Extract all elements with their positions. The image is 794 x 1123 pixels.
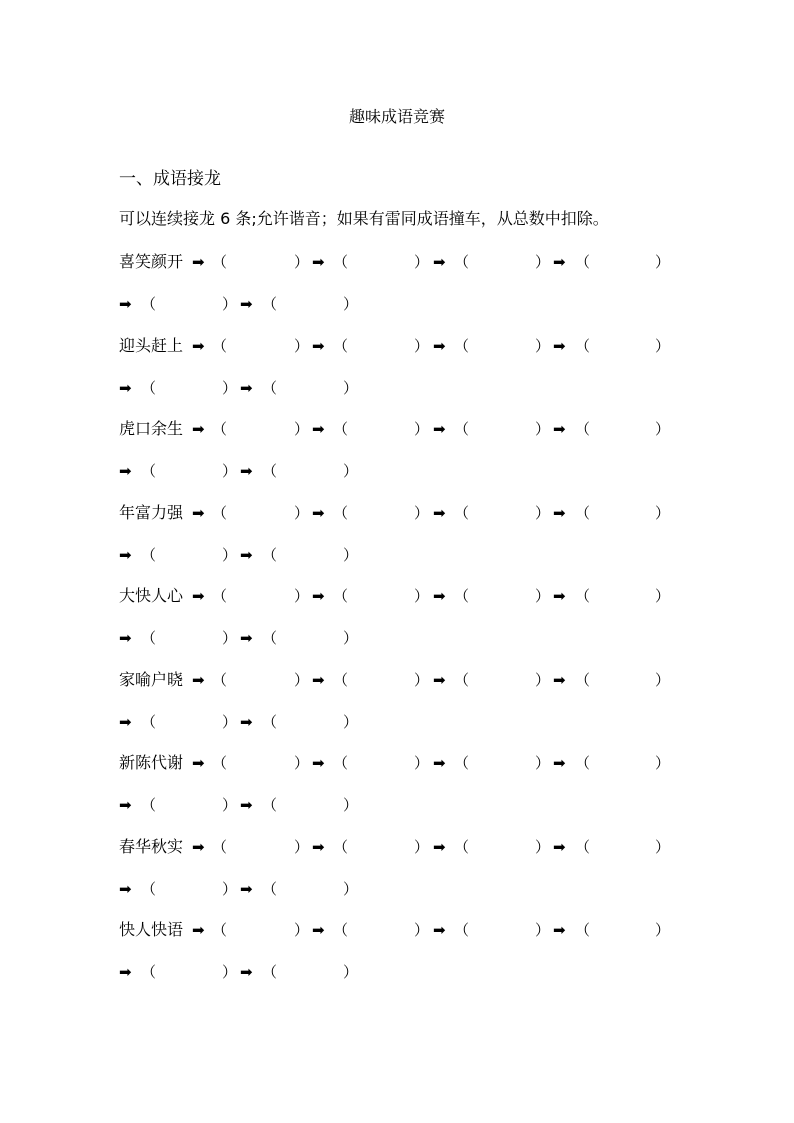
blank-open-paren: （	[262, 462, 278, 480]
idiom-chain-row	[0, 335, 794, 357]
blank-close-paren: ）	[294, 838, 310, 856]
arrow-right-icon: ➡	[553, 587, 566, 605]
blank-open-paren: （	[333, 754, 349, 772]
blank-open-paren: （	[454, 587, 470, 605]
arrow-right-icon: ➡	[312, 921, 325, 939]
blank-open-paren: （	[333, 671, 349, 689]
blank-close-paren: ）	[294, 671, 310, 689]
arrow-right-icon: ➡	[119, 796, 132, 814]
arrow-right-icon: ➡	[553, 337, 566, 355]
arrow-right-icon: ➡	[192, 754, 205, 772]
blank-close-paren: ）	[343, 295, 359, 313]
arrow-right-icon: ➡	[192, 838, 205, 856]
blank-open-paren: （	[141, 546, 157, 564]
idiom-chain-row	[0, 460, 794, 482]
idiom-chain	[0, 418, 794, 502]
idiom-chain	[0, 919, 794, 1003]
blank-close-paren: ）	[343, 880, 359, 898]
blank-close-paren: ）	[343, 963, 359, 981]
arrow-right-icon: ➡	[553, 420, 566, 438]
blank-close-paren: ）	[414, 420, 430, 438]
blank-open-paren: （	[141, 963, 157, 981]
arrow-right-icon: ➡	[553, 838, 566, 856]
blank-close-paren: ）	[655, 587, 671, 605]
blank-open-paren: （	[454, 504, 470, 522]
blank-close-paren: ）	[414, 838, 430, 856]
arrow-right-icon: ➡	[119, 880, 132, 898]
blank-close-paren: ）	[414, 754, 430, 772]
blank-close-paren: ）	[535, 838, 551, 856]
blank-open-paren: （	[212, 754, 228, 772]
arrow-right-icon: ➡	[119, 713, 132, 731]
arrow-right-icon: ➡	[192, 420, 205, 438]
starting-idiom: 家喻户晓	[119, 670, 184, 689]
blank-close-paren: ）	[343, 629, 359, 647]
blank-close-paren: ）	[655, 671, 671, 689]
blank-close-paren: ）	[343, 379, 359, 397]
blank-open-paren: （	[454, 838, 470, 856]
arrow-right-icon: ➡	[312, 838, 325, 856]
arrow-right-icon: ➡	[312, 420, 325, 438]
blank-close-paren: ）	[414, 337, 430, 355]
arrow-right-icon: ➡	[240, 629, 253, 647]
arrow-right-icon: ➡	[312, 754, 325, 772]
blank-close-paren: ）	[222, 713, 238, 731]
idiom-chain	[0, 251, 794, 335]
arrow-right-icon: ➡	[192, 253, 205, 271]
blank-close-paren: ）	[655, 253, 671, 271]
blank-open-paren: （	[333, 587, 349, 605]
arrow-right-icon: ➡	[433, 671, 446, 689]
blank-close-paren: ）	[535, 921, 551, 939]
arrow-right-icon: ➡	[240, 462, 253, 480]
idiom-chain	[0, 335, 794, 419]
blank-open-paren: （	[262, 629, 278, 647]
blank-open-paren: （	[212, 253, 228, 271]
blank-open-paren: （	[262, 379, 278, 397]
arrow-right-icon: ➡	[553, 754, 566, 772]
blank-open-paren: （	[575, 253, 591, 271]
idiom-chain-row	[0, 961, 794, 983]
arrow-right-icon: ➡	[312, 253, 325, 271]
blank-open-paren: （	[262, 880, 278, 898]
blank-close-paren: ）	[222, 796, 238, 814]
arrow-right-icon: ➡	[119, 546, 132, 564]
blank-open-paren: （	[333, 253, 349, 271]
blank-open-paren: （	[575, 921, 591, 939]
blank-close-paren: ）	[655, 504, 671, 522]
blank-close-paren: ）	[535, 671, 551, 689]
blank-open-paren: （	[262, 713, 278, 731]
blank-close-paren: ）	[222, 295, 238, 313]
blank-close-paren: ）	[294, 921, 310, 939]
blank-close-paren: ）	[343, 546, 359, 564]
blank-open-paren: （	[212, 587, 228, 605]
blank-open-paren: （	[454, 253, 470, 271]
arrow-right-icon: ➡	[433, 337, 446, 355]
arrow-right-icon: ➡	[553, 671, 566, 689]
idiom-chain-row	[0, 293, 794, 315]
idiom-chain-row	[0, 878, 794, 900]
idiom-chain	[0, 669, 794, 753]
blank-open-paren: （	[454, 671, 470, 689]
blank-close-paren: ）	[294, 754, 310, 772]
idiom-chain-row	[0, 377, 794, 399]
blank-open-paren: （	[262, 963, 278, 981]
blank-open-paren: （	[454, 754, 470, 772]
idiom-chain-row	[0, 669, 794, 691]
starting-idiom: 大快人心	[119, 586, 184, 605]
blank-close-paren: ）	[414, 504, 430, 522]
blank-close-paren: ）	[535, 754, 551, 772]
blank-close-paren: ）	[414, 253, 430, 271]
blank-open-paren: （	[212, 337, 228, 355]
blank-open-paren: （	[454, 337, 470, 355]
idiom-chain-row	[0, 418, 794, 440]
idiom-chain-row	[0, 919, 794, 941]
blank-open-paren: （	[333, 420, 349, 438]
arrow-right-icon: ➡	[192, 587, 205, 605]
blank-close-paren: ）	[535, 504, 551, 522]
blank-open-paren: （	[212, 420, 228, 438]
starting-idiom: 喜笑颜开	[119, 252, 184, 271]
blank-open-paren: （	[575, 504, 591, 522]
blank-open-paren: （	[141, 880, 157, 898]
idiom-chain-row	[0, 752, 794, 774]
blank-open-paren: （	[262, 546, 278, 564]
blank-open-paren: （	[141, 796, 157, 814]
arrow-right-icon: ➡	[433, 587, 446, 605]
document-title: 趣味成语竞赛	[348, 107, 445, 126]
arrow-right-icon: ➡	[240, 546, 253, 564]
arrow-right-icon: ➡	[192, 921, 205, 939]
arrow-right-icon: ➡	[553, 921, 566, 939]
arrow-right-icon: ➡	[553, 504, 566, 522]
idiom-chain	[0, 752, 794, 836]
blank-close-paren: ）	[222, 880, 238, 898]
blank-close-paren: ）	[294, 337, 310, 355]
arrow-right-icon: ➡	[312, 671, 325, 689]
idiom-chain-row	[0, 544, 794, 566]
arrow-right-icon: ➡	[553, 253, 566, 271]
idiom-chain-row	[0, 502, 794, 524]
arrow-right-icon: ➡	[240, 713, 253, 731]
arrow-right-icon: ➡	[312, 587, 325, 605]
blank-open-paren: （	[575, 587, 591, 605]
blank-open-paren: （	[333, 921, 349, 939]
blank-open-paren: （	[333, 838, 349, 856]
blank-open-paren: （	[575, 420, 591, 438]
blank-open-paren: （	[141, 295, 157, 313]
blank-close-paren: ）	[343, 462, 359, 480]
blank-close-paren: ）	[222, 629, 238, 647]
blank-open-paren: （	[212, 504, 228, 522]
arrow-right-icon: ➡	[433, 838, 446, 856]
arrow-right-icon: ➡	[240, 963, 253, 981]
arrow-right-icon: ➡	[192, 337, 205, 355]
arrow-right-icon: ➡	[119, 379, 132, 397]
idiom-chain-row	[0, 711, 794, 733]
starting-idiom: 迎头赶上	[119, 336, 184, 355]
blank-close-paren: ）	[294, 504, 310, 522]
blank-open-paren: （	[262, 295, 278, 313]
blank-close-paren: ）	[655, 420, 671, 438]
blank-close-paren: ）	[343, 796, 359, 814]
arrow-right-icon: ➡	[240, 295, 253, 313]
blank-close-paren: ）	[222, 546, 238, 564]
blank-open-paren: （	[333, 337, 349, 355]
blank-open-paren: （	[141, 713, 157, 731]
blank-close-paren: ）	[222, 379, 238, 397]
blank-close-paren: ）	[414, 921, 430, 939]
arrow-right-icon: ➡	[312, 504, 325, 522]
blank-open-paren: （	[141, 379, 157, 397]
arrow-right-icon: ➡	[119, 963, 132, 981]
blank-close-paren: ）	[343, 713, 359, 731]
idiom-chain-row	[0, 836, 794, 858]
arrow-right-icon: ➡	[240, 379, 253, 397]
blank-open-paren: （	[212, 838, 228, 856]
arrow-right-icon: ➡	[312, 337, 325, 355]
blank-close-paren: ）	[294, 420, 310, 438]
blank-close-paren: ）	[535, 420, 551, 438]
blank-open-paren: （	[575, 754, 591, 772]
arrow-right-icon: ➡	[119, 462, 132, 480]
blank-close-paren: ）	[655, 838, 671, 856]
blank-open-paren: （	[262, 796, 278, 814]
blank-open-paren: （	[212, 671, 228, 689]
idiom-chain-row	[0, 585, 794, 607]
idiom-chain	[0, 836, 794, 920]
blank-close-paren: ）	[414, 671, 430, 689]
blank-close-paren: ）	[222, 462, 238, 480]
blank-close-paren: ）	[655, 337, 671, 355]
arrow-right-icon: ➡	[240, 880, 253, 898]
idiom-chain	[0, 585, 794, 669]
blank-open-paren: （	[141, 462, 157, 480]
arrow-right-icon: ➡	[240, 796, 253, 814]
blank-close-paren: ）	[294, 587, 310, 605]
starting-idiom: 快人快语	[119, 920, 184, 939]
starting-idiom: 年富力强	[119, 503, 184, 522]
arrow-right-icon: ➡	[433, 253, 446, 271]
blank-close-paren: ）	[535, 253, 551, 271]
starting-idiom: 新陈代谢	[119, 753, 184, 772]
blank-close-paren: ）	[655, 921, 671, 939]
idiom-chain-row	[0, 627, 794, 649]
instructions-text: 可以连续接龙 6 条;允许谐音；如果有雷同成语撞车，从总数中扣除。	[119, 209, 609, 228]
blank-open-paren: （	[575, 838, 591, 856]
idiom-chain-row	[0, 251, 794, 273]
starting-idiom: 虎口余生	[119, 419, 184, 438]
arrow-right-icon: ➡	[192, 671, 205, 689]
blank-close-paren: ）	[222, 963, 238, 981]
arrow-right-icon: ➡	[433, 420, 446, 438]
blank-open-paren: （	[212, 921, 228, 939]
blank-close-paren: ）	[535, 587, 551, 605]
blank-close-paren: ）	[535, 337, 551, 355]
blank-open-paren: （	[141, 629, 157, 647]
arrow-right-icon: ➡	[433, 504, 446, 522]
arrow-right-icon: ➡	[433, 921, 446, 939]
blank-close-paren: ）	[414, 587, 430, 605]
blank-open-paren: （	[454, 420, 470, 438]
arrow-right-icon: ➡	[192, 504, 205, 522]
section-heading: 一、成语接龙	[119, 169, 221, 189]
arrow-right-icon: ➡	[119, 295, 132, 313]
arrow-right-icon: ➡	[433, 754, 446, 772]
idiom-chain	[0, 502, 794, 586]
blank-close-paren: ）	[294, 253, 310, 271]
blank-open-paren: （	[575, 337, 591, 355]
starting-idiom: 春华秋实	[119, 837, 184, 856]
arrow-right-icon: ➡	[119, 629, 132, 647]
blank-open-paren: （	[454, 921, 470, 939]
blank-open-paren: （	[575, 671, 591, 689]
blank-open-paren: （	[333, 504, 349, 522]
blank-close-paren: ）	[655, 754, 671, 772]
idiom-chain-row	[0, 794, 794, 816]
